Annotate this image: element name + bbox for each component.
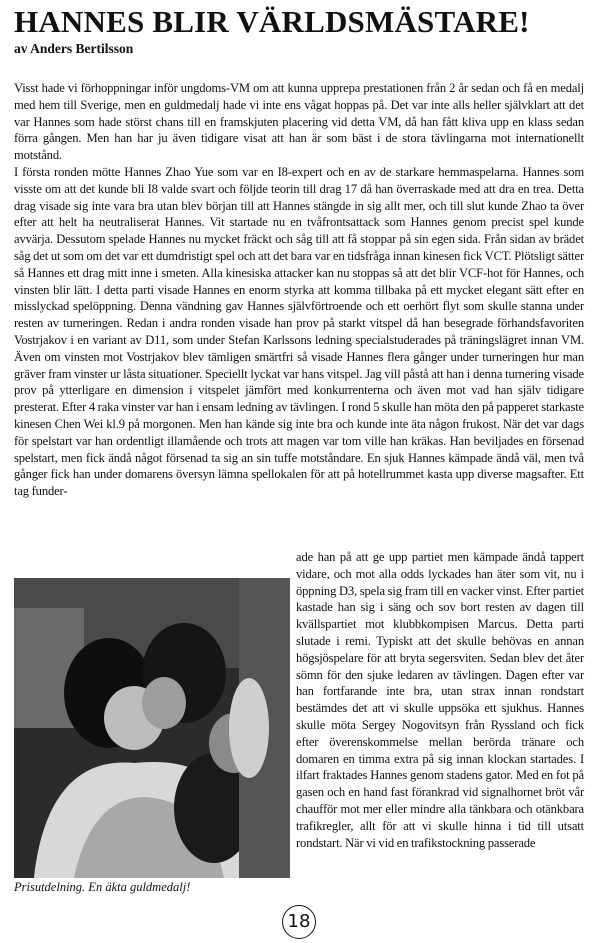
photo-caption: Prisutdelning. En äkta guldmedalj! <box>14 880 191 894</box>
article-paragraph-2-column: ade han på att ge upp partiet men kämpade ändå tappert vidare, och mot alla odds lyckades han äter som vit, nu i öppning D3, spela sig fram till en vacker vinst. Efter partiet kastade han sig i säng och sov bort resten av dagen till kvällspartiet mot klubbkompisen Marcus. Detta parti slutade i remi. Typiskt att det skulle behövas en annan högsjöspelare för att bryta segersviten. Sedan blev det åter sömn för den sjuke ledaren av tävlingen. Dagen efter var han fortfarande inte bra, utan strax innan rondstart bestämdes det att vi skulle uppsöka ett sjukhus. Hannes skulle möta Sergey Nogovitsyn från Ryssland och fick efter överenskommelse mellan berörda tränare och domaren en timma extra på sig innan klockan startades. I ilfart fraktades Hannes genom stadens gator. Med en fot på gasen och en hand fast förankrad vid signalhornet bröt vår chaufför mot mer eller mindre alla tänkbara och otänkbara trafikregler, allt för att vi skulle hinna i tid till utsatt rondstart. När vi vid en trafikstockning passerade <box>296 550 584 850</box>
award-ceremony-photo <box>14 578 290 878</box>
article-byline: av Anders Bertilsson <box>14 41 134 56</box>
photo-illustration <box>14 578 290 878</box>
article-title: HANNES BLIR VÄRLDSMÄSTARE! <box>14 4 530 39</box>
page-number: 18 <box>282 905 316 939</box>
article-paragraph-1: Visst hade vi förhoppningar inför ungdoms-VM om att kunna upprepa prestationen från 2 år sedan och få en medalj med hem till Sverige, men en guldmedalj hade vi inte ens vågat hoppas på. Det var inte alls heller självklart att det var Hannes som hade störst chans till en framskjuten placering vid detta VM, då han fått kliva upp en klass sedan förra gången. Men han har ju även tidigare visat att han är som bäst i de stora tävlingarna mot internationellt motstånd. <box>14 81 584 163</box>
article-paragraph-2: I första ronden mötte Hannes Zhao Yue som var en I8-expert och en av de starkare hemmaspelarna. Hannes som visste om att det kunde bli I8 valde svart och följde teorin till drag 17 då han överraskade med att dra en trea. Detta drag visade sig inte vara bra utan blev början till att Hannes stängde in sig allt mer, och till slut kunde Zhao ta över efter att helt ha neutraliserat Hannes. Vit startade nu en tvåfrontsattack som Hannes genom precist spel kunde avvärja. Dessutom spelade Hannes nu mycket fräckt och såg till att få stoppar på sin egen sida. Från sidan av brädet såg det ut som om det var ett dumdristigt spel och att det bara var en tidsfråga innan kinesen fick VCT. Plötsligt sätter så Hannes ett drag mitt inne i smeten. Alla kinesiska attacker kan nu stoppas så att det blir VCF-hot för Hannes, och vinsten blir lätt. I detta parti visade Hannes en enorm styrka att komma tillbaka på ett mycket elegant sätt efter en misslyckad spelöppning. Denna vändning gav Hannes självförtroende och ett oerhört flyt som skulle stanna under resten av turneringen. Redan i andra ronden visade han prov på starkt vitspel då han besegrade förhandsfavoriten Vostrjakov i en variant av D11, som under Stefan Karlssons ledning specialstuderades på träningslägret innan VM. Även om vinsten mot Vostrjakov blev tämligen smärtfri så visade Hannes flera gånger under turneringen hur man gräver fram vinster ur låsta situationer. Speciellt lyckat var hans vitspel. Jag vill påstå att han i denna turnering visade prov på ytterligare en dimension i vitspelet jämfört med konkurrenterna och även mot vad han själv tidigare presterat. Efter 4 raka vinster var han i ensam ledning av tävlingen. I rond 5 skulle han möta den på papperet starkaste kinesen Chen Wei kl.9 på morgonen. Men han kände sig inte bra och kunde inte äta någon frukost. När det var dags för spelstart var han ordentligt illamående och trots att magen var tom ville han kräkas. Han beviljades en försenad spelstart, men fick ändå något försenad ta sig an sin tuffe motståndare. En sjuk Hannes kämpade ändå väl, men två gånger fick han under domarens översyn lämna spellokalen för att på hotellrummet kasta upp diverse magsafter. Ett tag funder- <box>14 165 584 499</box>
